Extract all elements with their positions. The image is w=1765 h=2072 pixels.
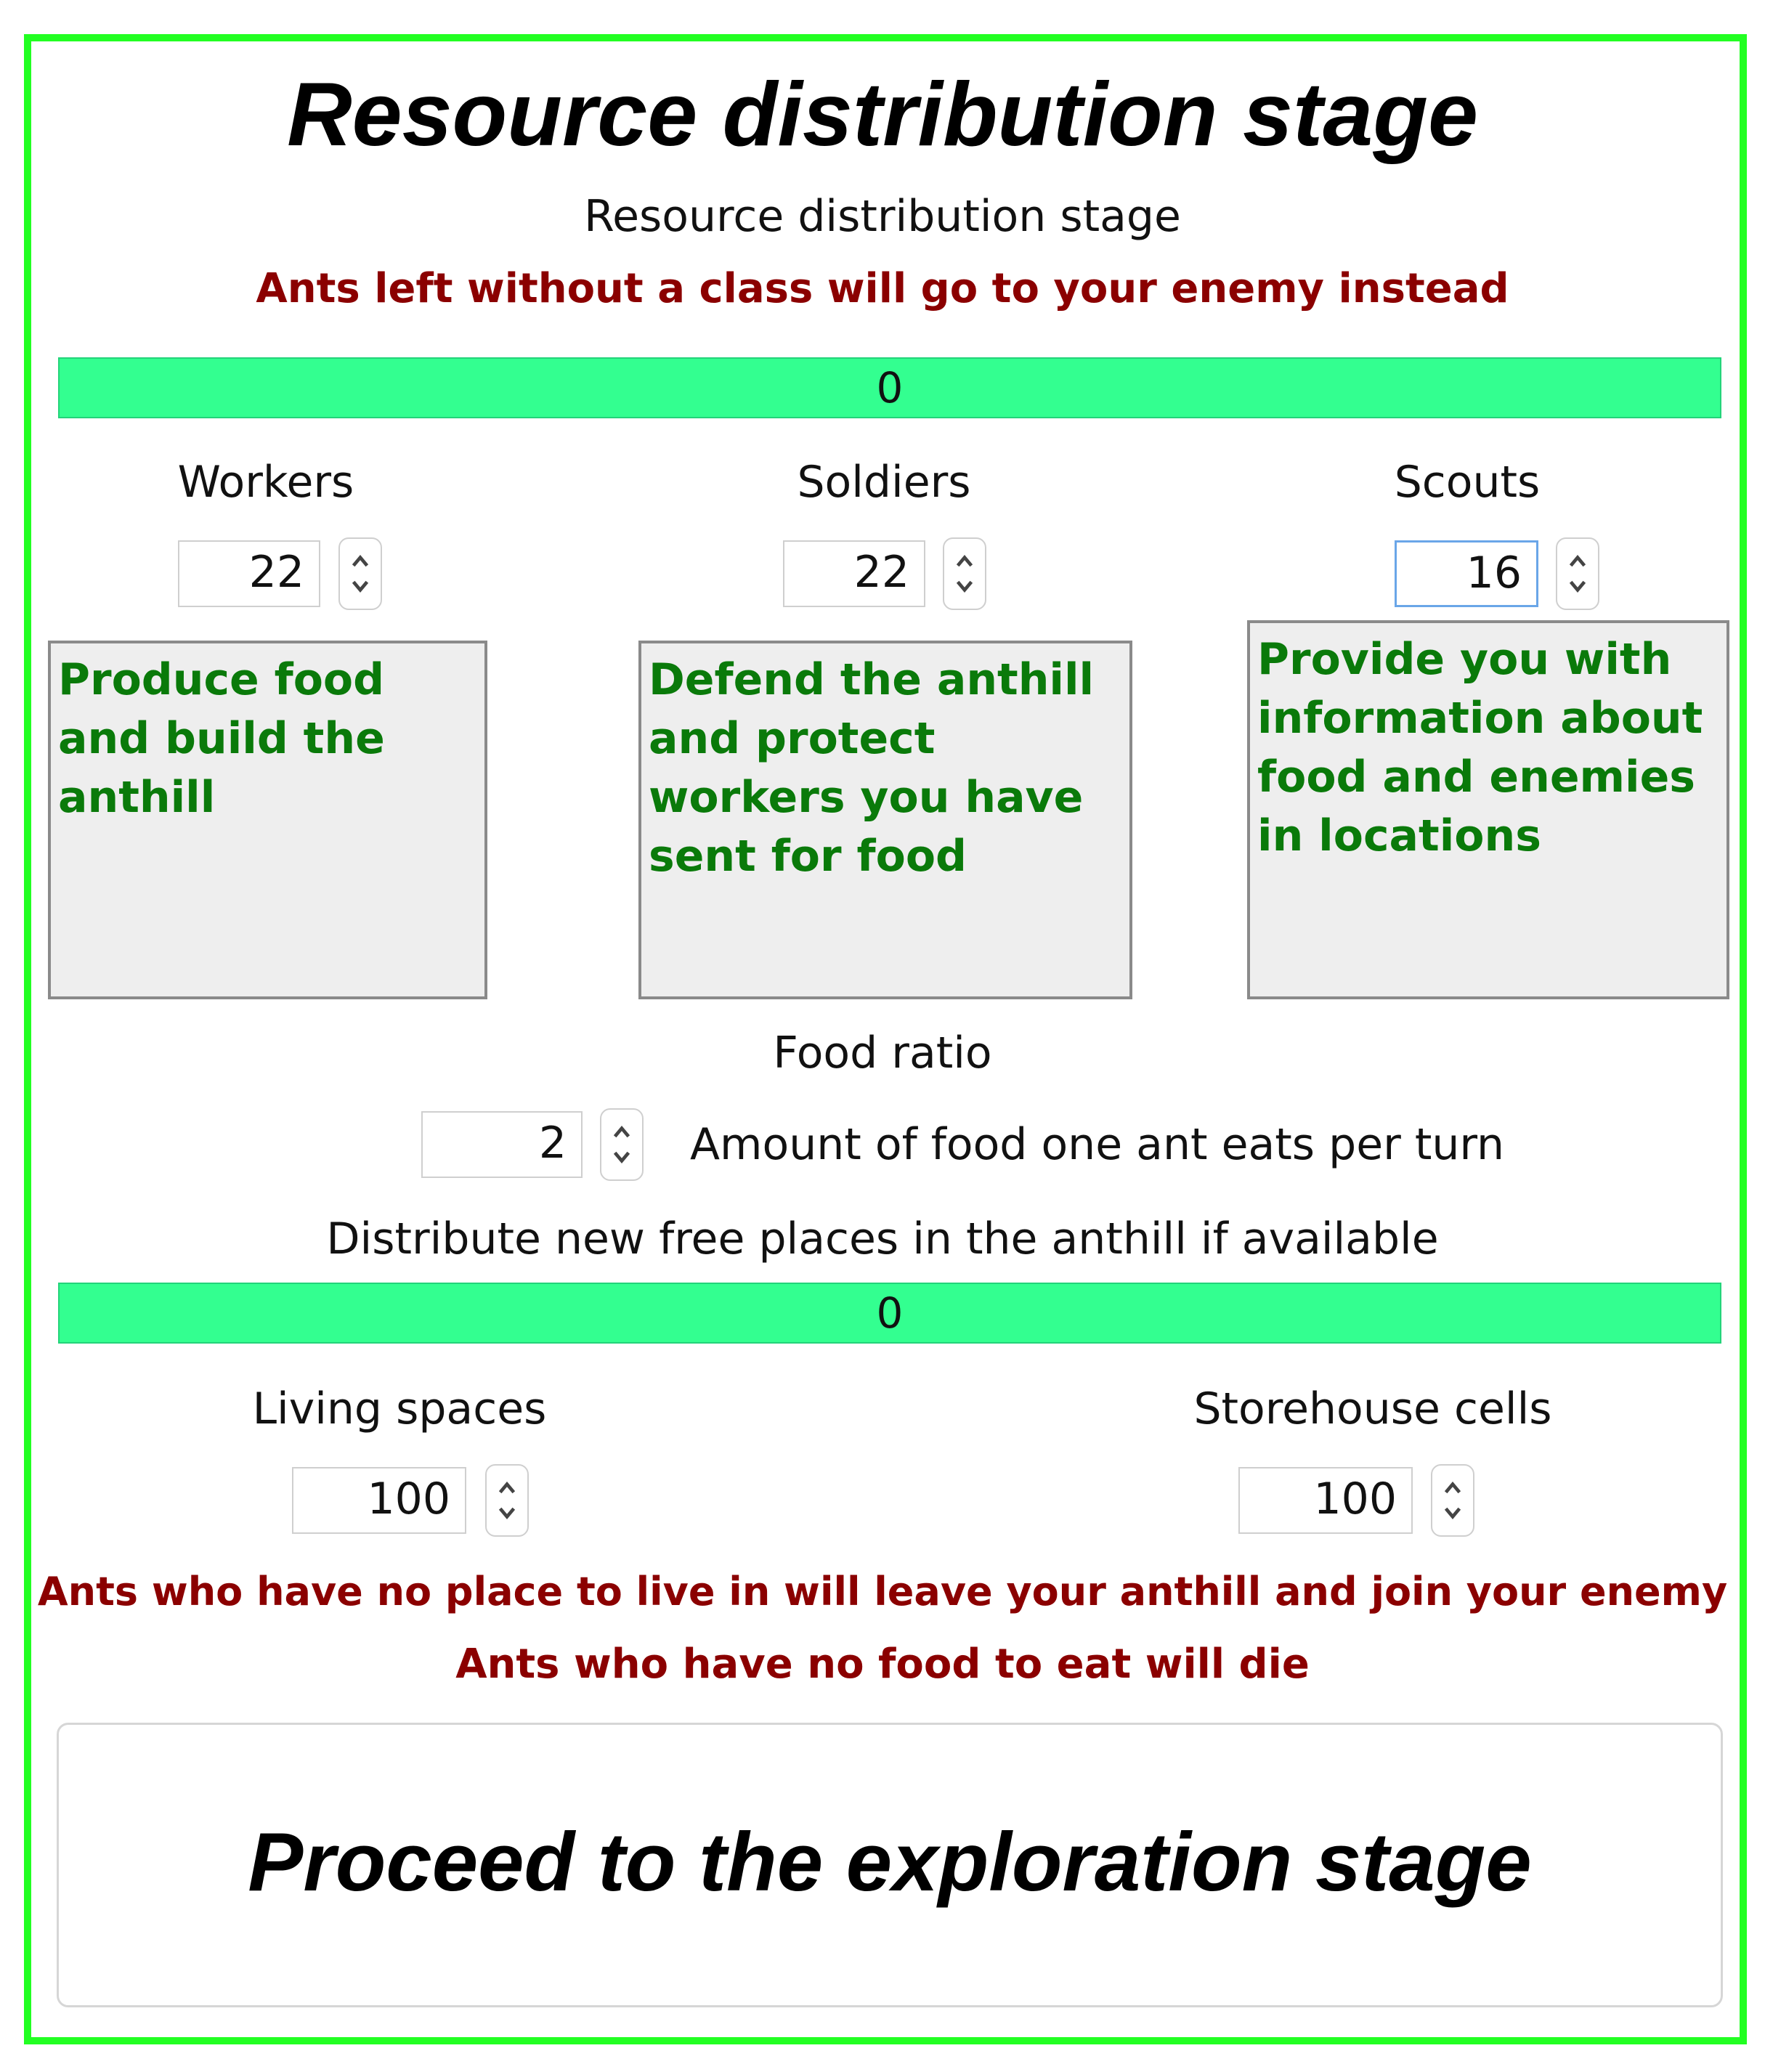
page-subtitle: Resource distribution stage xyxy=(584,191,1181,242)
living-spaces-input[interactable]: 100 xyxy=(292,1467,466,1534)
unassigned-ants-count: 0 xyxy=(876,363,904,413)
chevron-up-down-icon xyxy=(487,1466,527,1535)
chevron-up-down-icon xyxy=(1432,1466,1473,1535)
scouts-label: Scouts xyxy=(1394,457,1541,508)
unassigned-ants-bar xyxy=(58,357,1721,418)
chevron-up-down-icon xyxy=(601,1110,642,1179)
soldiers-stepper[interactable] xyxy=(943,537,986,610)
soldiers-label: Soldiers xyxy=(797,457,971,508)
no-place-warning: Ants who have no place to live in will leave your anthill and join your enemy xyxy=(37,1569,1728,1614)
no-food-warning: Ants who have no food to eat will die xyxy=(455,1641,1310,1688)
storehouse-cells-input[interactable]: 100 xyxy=(1238,1467,1413,1534)
workers-description: Produce food and build the anthill xyxy=(48,641,487,999)
workers-label: Workers xyxy=(177,457,354,508)
page-title: Resource distribution stage xyxy=(287,65,1478,165)
food-ratio-stepper[interactable] xyxy=(600,1108,644,1181)
chevron-up-down-icon xyxy=(1557,539,1598,609)
soldiers-description: Defend the anthill and protect workers you have sent for food xyxy=(638,641,1132,999)
proceed-button[interactable] xyxy=(57,1723,1723,2007)
soldiers-input[interactable]: 22 xyxy=(783,540,925,607)
storehouse-cells-label: Storehouse cells xyxy=(1193,1384,1552,1434)
workers-stepper[interactable] xyxy=(338,537,382,610)
free-places-label: Distribute new free places in the anthill if available xyxy=(326,1214,1439,1264)
food-ratio-hint: Amount of food one ant eats per turn xyxy=(690,1119,1505,1170)
free-places-count: 0 xyxy=(876,1288,904,1338)
living-spaces-label: Living spaces xyxy=(252,1384,547,1434)
class-warning: Ants left without a class will go to your enemy instead xyxy=(256,265,1509,312)
scouts-description: Provide you with information about food and enemies in locations xyxy=(1247,620,1729,999)
food-ratio-label: Food ratio xyxy=(773,1028,992,1078)
free-places-bar xyxy=(58,1283,1721,1344)
food-ratio-input[interactable]: 2 xyxy=(421,1111,583,1178)
storehouse-cells-stepper[interactable] xyxy=(1431,1464,1474,1537)
chevron-up-down-icon xyxy=(944,539,985,609)
living-spaces-stepper[interactable] xyxy=(485,1464,529,1537)
proceed-button-label: Proceed to the exploration stage xyxy=(248,1816,1532,1909)
scouts-input[interactable]: 16 xyxy=(1395,540,1538,607)
chevron-up-down-icon xyxy=(340,539,381,609)
scouts-stepper[interactable] xyxy=(1556,537,1599,610)
workers-input[interactable]: 22 xyxy=(178,540,320,607)
